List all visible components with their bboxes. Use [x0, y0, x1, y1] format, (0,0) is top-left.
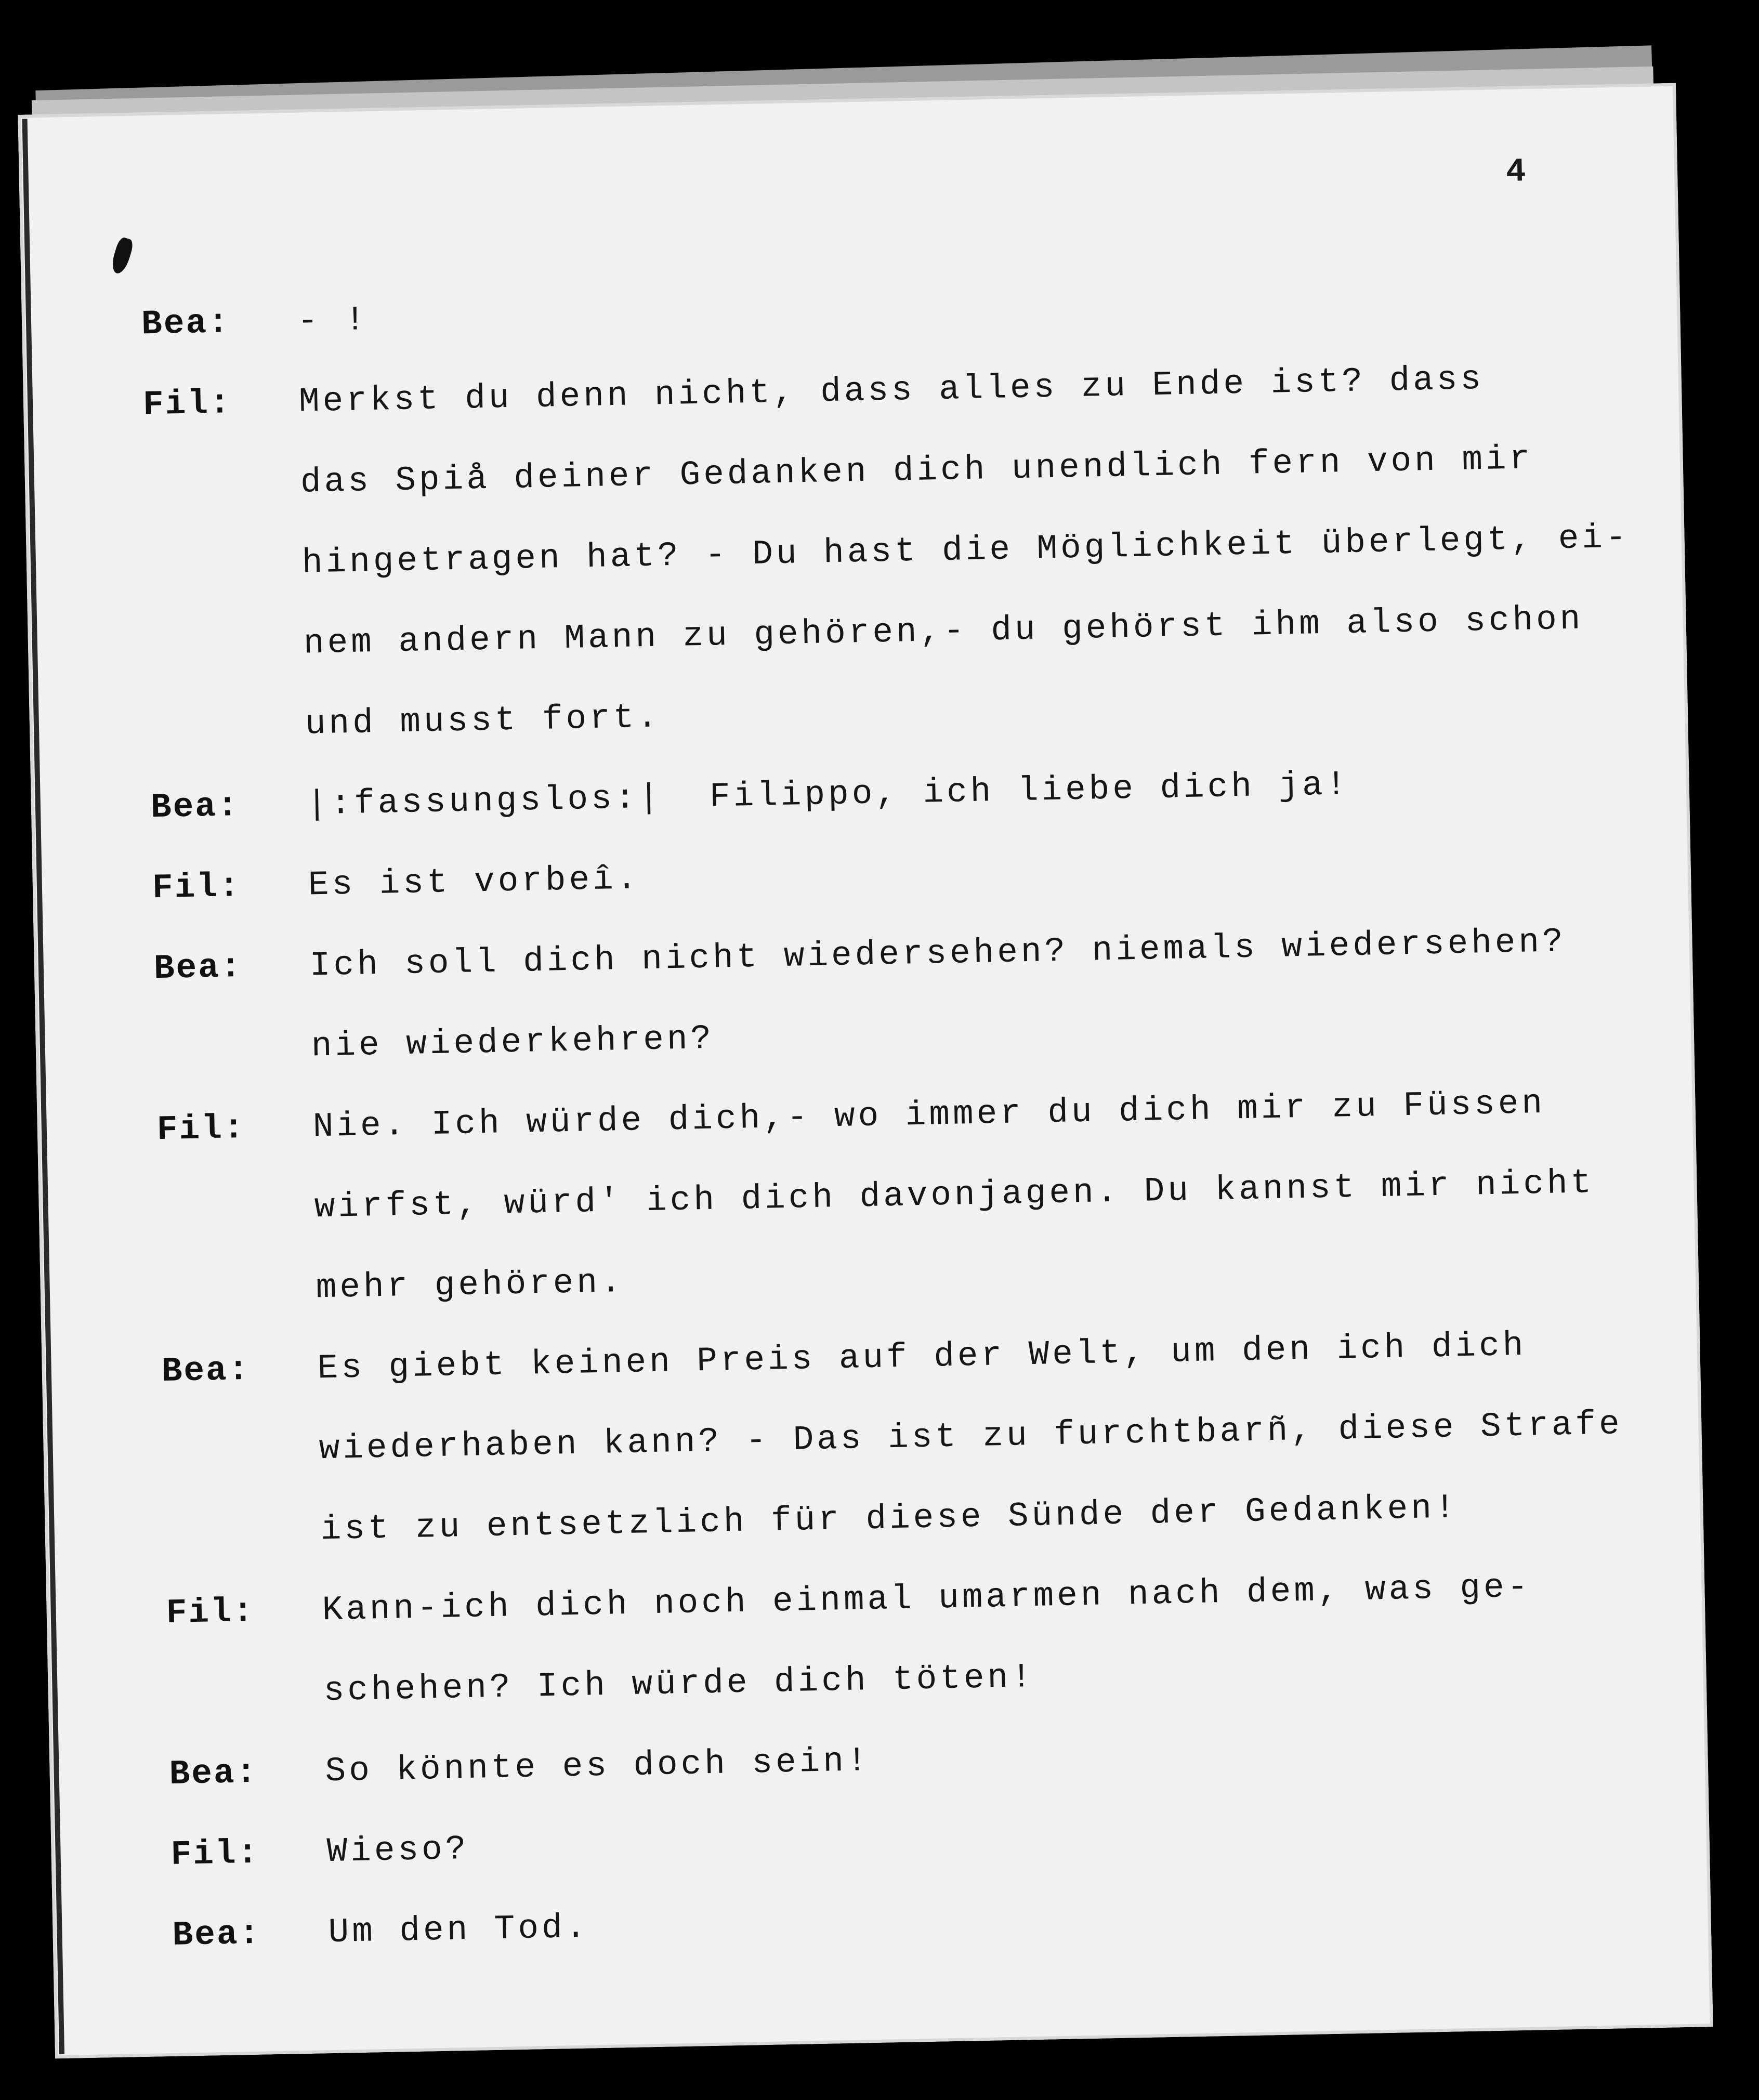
speech-line: nem andern Mann zu gehören,- du gehörst ihm also schon — [303, 599, 1584, 663]
page-number: 4 — [1505, 153, 1527, 192]
speaker-label: Bea: — [153, 947, 243, 989]
speech-text — [309, 900, 1663, 1087]
dialogue-entry — [142, 336, 1657, 768]
speech-line: mehr gehören. — [316, 1262, 625, 1308]
speech-line: Es ist vorbeî. — [308, 859, 641, 905]
speaker-label: Bea: — [150, 786, 240, 828]
dialogue-entry — [161, 1302, 1672, 1573]
speaker-label: Bea: — [141, 303, 231, 344]
speech-line: Merkst du denn nicht, dass alles zu Ende ist? dass — [298, 359, 1485, 422]
typescript-page — [18, 83, 1713, 2059]
speech-line: So könnte es doch sein! — [324, 1741, 871, 1791]
speech-line: Wieso? — [326, 1829, 469, 1872]
speech-line: Es giebt keinen Preis auf der Welt, um den ich dich — [317, 1325, 1527, 1388]
speech-line: Nie. Ich würde dich,- wo immer du dich mir zu Füssen — [312, 1083, 1546, 1147]
speech-line: Ich soll dich nicht wiedersehen? niemals wiedersehen? — [309, 922, 1567, 986]
speech-line: Kann-ich dich noch einmal umarmen nach dem, was ge- — [322, 1567, 1531, 1630]
speech-text — [298, 336, 1657, 765]
speech-text — [317, 1302, 1672, 1570]
speech-line: - ! — [297, 300, 369, 341]
speech-text — [312, 1061, 1668, 1329]
speech-line: wiederhaben kann? - Das ist zu furchtbarñ, diese Strafe — [319, 1405, 1623, 1469]
dialogue-entry — [153, 900, 1663, 1090]
speech-line: und musst fort. — [305, 698, 661, 744]
dialogue-entry — [156, 1061, 1668, 1332]
speech-line: das Spiå deiner Gedanken dich unendlich fern von mir — [300, 439, 1533, 502]
speech-text — [321, 1544, 1675, 1731]
speech-line: hingetragen hat? - Du hast die Möglichkeit überlegt, ei- — [301, 518, 1630, 583]
speaker-label: Fil: — [156, 1108, 246, 1150]
speech-line: wirfst, würd' ich dich davonjagen. Du kannst mir nicht — [314, 1163, 1595, 1227]
speech-line: nie wiederkehren? — [311, 1019, 715, 1066]
dialogue-body — [141, 255, 1681, 1976]
speech-line: Um den Tod. — [327, 1908, 589, 1952]
speaker-label: Fil: — [170, 1833, 260, 1874]
speaker-label: Bea: — [169, 1753, 258, 1794]
speech-line: schehen? Ich würde dich töten! — [323, 1657, 1035, 1711]
dialogue-entry — [165, 1544, 1675, 1734]
speaker-label: Bea: — [161, 1350, 251, 1392]
speech-line: |:fassungslos:| Filippo, ich liebe dich ja! — [306, 765, 1350, 824]
speaker-label: Fil: — [152, 867, 242, 908]
speaker-label: Bea: — [172, 1914, 261, 1955]
speech-line: ist zu entsetzlich für diese Sünde der Gedanken! — [320, 1488, 1459, 1550]
speaker-label: Fil: — [166, 1592, 255, 1633]
speaker-label: Fil: — [142, 384, 232, 425]
